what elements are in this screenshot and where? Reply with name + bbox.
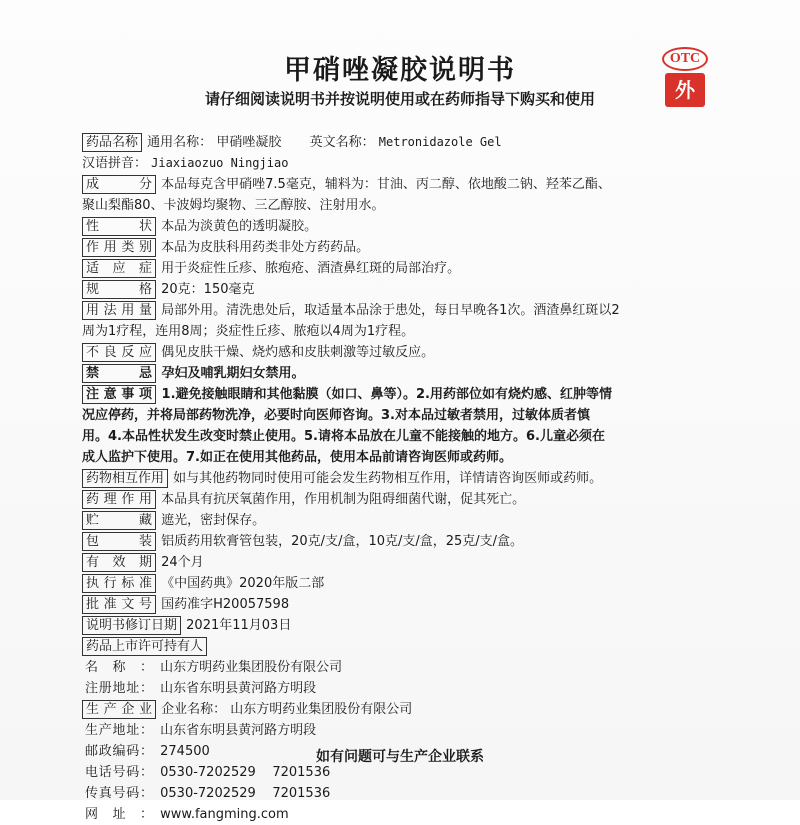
indications-value: 用于炎症性丘疹、脓疱疮、酒渣鼻红斑的局部治疗。 [161, 261, 461, 276]
phone-value: 0530-7202529 7201536 [160, 765, 331, 780]
row-precautions-4 [82, 447, 722, 468]
label-package: 包装 [82, 532, 156, 551]
interactions-value: 如与其他药物同时使用可能会发生药物相互作用，详情请咨询医师或药师。 [173, 471, 603, 486]
row-precautions-3 [82, 426, 722, 447]
label-interactions: 药物相互作用 [82, 469, 168, 488]
row-precautions [82, 384, 722, 405]
label-specification: 规格 [82, 280, 156, 299]
row-fax [82, 783, 722, 804]
label-ingredients: 成分 [82, 175, 156, 194]
label-approval: 批准文号 [82, 595, 156, 614]
label-dosage: 用法用量 [82, 301, 156, 320]
precautions-line-4: 成人监护下使用。7.如正在使用其他药品，使用本品前请咨询医师或药师。 [82, 450, 512, 465]
row-dosage-cont [82, 321, 722, 342]
ingredients-line-1: 本品每克含甲硝唑7.5毫克，辅料为：甘油、丙二醇、依地酸二钠、羟苯乙酯、 [161, 177, 611, 192]
pinyin-label: 汉语拼音： [82, 156, 148, 171]
otc-badge [662, 47, 708, 109]
footer-note: 如有问题可与生产企业联系 [316, 749, 484, 765]
pharmacology-value: 本品具有抗厌氧菌作用，作用机制为阻碍细菌代谢，促其死亡。 [161, 492, 526, 507]
contraindications-value: 孕妇及哺乳期妇女禁用。 [161, 366, 305, 381]
zip-value: 274500 [160, 744, 210, 759]
row-category [82, 237, 722, 258]
label-manufacturer: 生产企业 [82, 700, 156, 719]
pinyin-value: Jiaxiaozuo Ningjiao [151, 156, 289, 170]
generic-name-value: 甲硝唑凝胶 [216, 135, 282, 150]
company-value: 山东方明药业集团股份有限公司 [230, 702, 413, 717]
zip-label: 邮政编码： [85, 744, 153, 759]
label-drug-name: 药品名称 [82, 133, 142, 152]
label-revision: 说明书修订日期 [82, 616, 181, 635]
holder-address-value: 山东省东明县黄河路方明段 [160, 681, 317, 696]
package-value: 铝质药用软膏管包装，20克/支/盒，10克/支/盒，25克/支/盒。 [161, 534, 524, 549]
row-standard [82, 573, 722, 594]
dosage-line-1: 局部外用。清洗患处后，取适量本品涂于患处，每日早晚各1次。酒渣鼻红斑以2 [161, 303, 620, 318]
label-precautions: 注意事项 [82, 385, 156, 404]
row-pharmacology [82, 489, 722, 510]
row-storage [82, 510, 722, 531]
category-value: 本品为皮肤科用药类非处方药药品。 [161, 240, 370, 255]
row-specification [82, 279, 722, 300]
dosage-line-2: 周为1疗程，连用8周；炎症性丘疹、脓疱以4周为1疗程。 [82, 324, 415, 339]
row-revision [82, 615, 722, 636]
mfr-address-label: 生产地址： [85, 723, 153, 738]
holder-name-label: 名称： [85, 660, 153, 675]
row-manufacturer [82, 699, 722, 720]
generic-name-label: 通用名称： [147, 135, 213, 150]
row-drug-name [82, 132, 722, 153]
row-holder [82, 636, 722, 657]
storage-value: 遮光，密封保存。 [161, 513, 266, 528]
standard-value: 《中国药典》2020年版二部 [161, 576, 325, 591]
row-interactions [82, 468, 722, 489]
otc-badge-top: OTC [662, 47, 708, 71]
holder-name-value: 山东方明药业集团股份有限公司 [160, 660, 343, 675]
row-precautions-2 [82, 405, 722, 426]
label-description: 性状 [82, 217, 156, 236]
row-pinyin [82, 153, 722, 174]
fax-label: 传真号码： [85, 786, 153, 801]
row-adverse [82, 342, 722, 363]
phone-label: 电话号码： [85, 765, 153, 780]
adverse-value: 偶见皮肤干燥、烧灼感和皮肤刺激等过敏反应。 [161, 345, 435, 360]
ingredients-line-2: 聚山梨酯80、卡波姆均聚物、三乙醇胺、注射用水。 [82, 198, 385, 213]
row-indications [82, 258, 722, 279]
row-approval [82, 594, 722, 615]
label-category: 作用类别 [82, 238, 156, 257]
revision-value: 2021年11月03日 [186, 618, 292, 633]
row-validity [82, 552, 722, 573]
company-label: 企业名称： [161, 702, 227, 717]
row-holder-address [82, 678, 722, 699]
otc-badge-bottom: 外 [665, 73, 705, 107]
label-storage: 贮藏 [82, 511, 156, 530]
fax-value: 0530-7202529 7201536 [160, 786, 331, 801]
precautions-line-1: 1.避免接触眼睛和其他黏膜（如口、鼻等）。2.用药部位如有烧灼感、红肿等情 [161, 387, 612, 402]
label-contraindications: 禁忌 [82, 364, 156, 383]
row-ingredients [82, 174, 722, 195]
row-ingredients-cont [82, 195, 722, 216]
document-title: 甲硝唑凝胶说明书 [284, 55, 516, 86]
row-dosage [82, 300, 722, 321]
english-name-value: Metronidazole Gel [378, 135, 502, 149]
row-description [82, 216, 722, 237]
label-holder: 药品上市许可持有人 [82, 637, 207, 656]
label-pharmacology: 药理作用 [82, 490, 156, 509]
label-standard: 执行标准 [82, 574, 156, 593]
holder-address-label: 注册地址： [85, 681, 153, 696]
mfr-address-value: 山东省东明县黄河路方明段 [160, 723, 317, 738]
document-subtitle: 请仔细阅读说明书并按说明使用或在药师指导下购买和使用 [204, 90, 595, 108]
row-holder-name [82, 657, 722, 678]
row-website [82, 804, 722, 825]
web-value: www.fangming.com [160, 807, 289, 822]
label-validity: 有效期 [82, 553, 156, 572]
row-package [82, 531, 722, 552]
approval-value: 国药准字H20057598 [161, 597, 290, 612]
leaflet-body [82, 132, 722, 825]
row-mfr-address [82, 720, 722, 741]
web-label: 网址： [85, 807, 153, 822]
label-indications: 适应症 [82, 259, 156, 278]
english-name-label: 英文名称： [309, 135, 375, 150]
validity-value: 24个月 [161, 555, 204, 570]
specification-value: 20克：150毫克 [161, 282, 255, 297]
label-adverse: 不良反应 [82, 343, 156, 362]
row-contraindications [82, 363, 722, 384]
description-value: 本品为淡黄色的透明凝胶。 [161, 219, 318, 234]
precautions-line-3: 用。4.本品性状发生改变时禁止使用。5.请将本品放在儿童不能接触的地方。6.儿童必须在 [82, 429, 605, 444]
precautions-line-2: 况应停药，并将局部药物洗净，必要时向医师咨询。3.对本品过敏者禁用，过敏体质者慎 [82, 408, 590, 423]
